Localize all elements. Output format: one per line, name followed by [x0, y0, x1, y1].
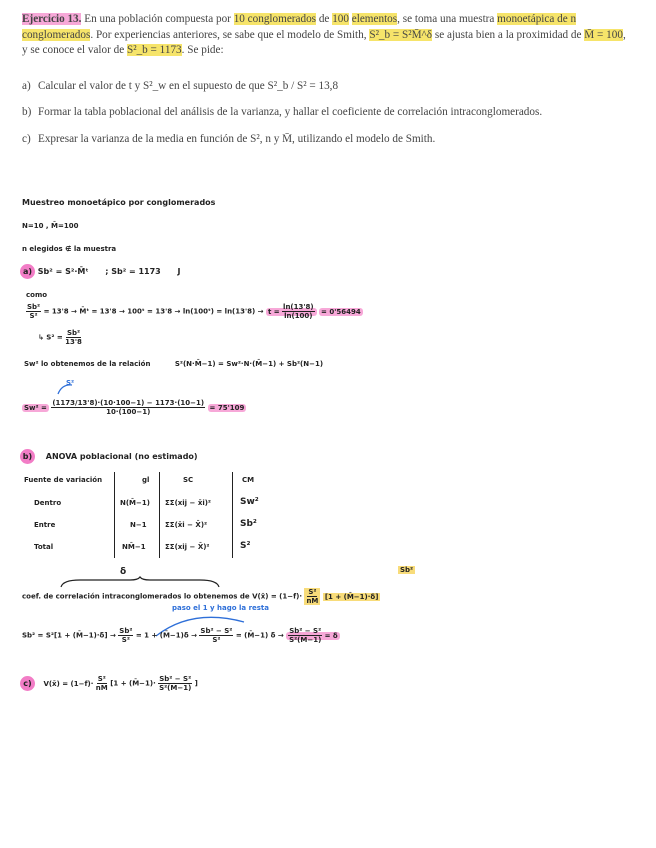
item-label: c)	[22, 132, 31, 145]
delta-equals: = δ	[324, 631, 338, 640]
sw-computation-row	[22, 399, 246, 416]
derivation-fraction	[199, 627, 233, 644]
list-item	[22, 79, 634, 95]
fraction-numerator: Sb² − S²	[200, 627, 233, 635]
table-cell: NM̄−1	[122, 543, 146, 551]
s2-annotation: S²	[66, 379, 75, 387]
table-cell: ΣΣ(xij − x̄i)²	[165, 499, 211, 507]
fraction-denominator: nM̄	[306, 597, 319, 605]
list-item	[22, 105, 634, 121]
coefficient-text: coef. de correlación intraconglomerados lo obtenemos de	[22, 592, 250, 601]
fraction-numerator: Sb² − S²	[289, 627, 322, 635]
part-a-row	[20, 264, 181, 279]
highlight-monoetapica: monoetápica de n conglomerados	[22, 13, 577, 41]
highlight-sb-value: S²_b = 1173	[127, 44, 182, 56]
item-list	[22, 79, 634, 148]
notes-params: N=10 , M̄=100	[22, 222, 79, 230]
derivation-step: = (M̄−1) δ →	[235, 631, 284, 640]
table-cell: ΣΣ(xij − X̄)²	[165, 543, 210, 551]
coefficient-row	[22, 588, 380, 605]
fraction-denominator: ln(100)	[284, 312, 313, 320]
como-label: como	[26, 291, 48, 299]
table-divider	[232, 472, 233, 558]
exercise-statement	[22, 12, 634, 158]
fraction-numerator: (1173/13'8)·(10·100−1) − 1173·(10−1)	[52, 399, 205, 407]
anova-title: ANOVA poblacional (no estimado)	[45, 452, 198, 461]
ratio-fraction	[26, 303, 41, 320]
text-fragment: se ajusta bien a la proximidad de	[432, 28, 585, 41]
c-bracket-close: ]	[194, 679, 198, 688]
t-fraction	[282, 303, 315, 320]
notes-heading: Muestreo monoetápico por conglomerados	[22, 198, 216, 207]
item-text: Expresar la varianza de la media en función de S², n y M̄, utilizando el modelo de Smith.	[38, 132, 436, 145]
table-cell: S²	[240, 541, 251, 551]
fraction-denominator: S²(M̄−1)	[159, 684, 192, 692]
derivation-step: Sb² = S²[1 + (M̄−1)·δ] →	[22, 631, 116, 640]
table-cell: Sw²	[240, 497, 259, 507]
t-label: t =	[267, 307, 280, 316]
table-cell: Sb²	[240, 519, 257, 529]
fraction-numerator: Sb²	[27, 303, 41, 311]
fraction-numerator: ln(13'8)	[283, 303, 314, 311]
blue-note: paso el 1 y hago la resta	[172, 604, 269, 612]
table-header-gl: gl	[142, 476, 150, 484]
part-a-label: a)	[20, 264, 35, 279]
s2-derivation	[38, 329, 82, 346]
delta-symbol: δ	[120, 567, 127, 577]
text-fragment: de	[316, 13, 333, 25]
c-bracket-open: [1 + (M̄−1)·	[110, 679, 156, 688]
sw-intro: Sw² lo obtenemos de la relación	[24, 360, 151, 368]
fraction-numerator: Sb²	[66, 329, 81, 337]
delta-derivation-row	[22, 627, 340, 644]
table-cell: Dentro	[34, 499, 62, 507]
sb-value: ; Sb² = 1173	[105, 267, 161, 276]
table-cell: ΣΣ(x̄i − X̄)²	[165, 521, 208, 529]
fraction-numerator: S²	[308, 588, 317, 596]
highlight-elementos: elementos	[351, 13, 398, 25]
sb2-note: Sb²	[400, 566, 414, 574]
fraction-numerator: Sb² − S²	[159, 675, 192, 683]
fraction-denominator: nM̄	[95, 684, 108, 692]
item-label: a)	[22, 79, 31, 92]
sw-label: Sw² =	[24, 403, 47, 412]
item-text: Calcular el valor de t y S²_w en el supuesto de que S²_b / S² = 13,8	[38, 79, 339, 92]
text-fragment: . Por experiencias anteriores, se sabe que el modelo de Smith,	[90, 28, 370, 41]
fraction-numerator: Sb²	[119, 627, 133, 635]
equation-chain: = 13'8 → M̄ᵗ = 13'8 → 100ᵗ = 13'8 → ln(100ᵗ) = ln(13'8) →	[43, 307, 264, 316]
fraction-denominator: 13'8	[65, 338, 82, 346]
item-label: b)	[22, 106, 32, 118]
t-formula	[266, 303, 317, 320]
delta-fraction	[288, 627, 322, 644]
text-fragment: , se toma una muestra	[397, 13, 498, 25]
fraction-denominator: S²(M̄−1)	[289, 636, 322, 644]
fraction-denominator: 10·(100−1)	[106, 408, 151, 416]
blue-arrow-icon	[56, 382, 76, 396]
derivation-step: = 1 + (M̄−1)δ →	[135, 631, 197, 640]
highlight-conglomerados: 10 conglomerados	[233, 13, 317, 25]
part-c-row	[20, 675, 198, 692]
sw-fraction	[51, 399, 205, 416]
sw-result: = 75'109	[209, 403, 245, 412]
highlight-smith-model: S²_b = S²M̄^δ	[369, 28, 433, 41]
table-cell: Total	[34, 543, 54, 551]
s2-fraction	[65, 329, 82, 346]
c-expression: V(x̄) = (1−f)·	[43, 679, 94, 688]
highlight-100: 100	[332, 13, 349, 25]
variance-bracket: [1 + (M̄−1)·δ]	[324, 592, 379, 601]
variance-fraction	[304, 588, 320, 605]
t-result: = 0'56494	[321, 307, 361, 316]
text-fragment: , y se conoce el valor de	[22, 28, 626, 56]
t-derivation-row	[26, 303, 363, 320]
table-header-sc: SC	[183, 476, 194, 484]
fraction-numerator: S²	[97, 675, 106, 683]
item-text: Formar la tabla poblacional del análisis de la varianza, y hallar el coeficiente de correlación intraconglomerados.	[38, 106, 543, 118]
text-fragment: En una población compuesta por	[84, 13, 234, 25]
table-cell: N(M̄−1)	[120, 499, 150, 507]
table-divider	[159, 472, 160, 558]
table-cell: N−1	[130, 521, 147, 529]
mark: J	[177, 267, 181, 276]
derivation-fraction	[118, 627, 133, 644]
fraction-denominator: S²	[121, 636, 130, 644]
c-fraction	[96, 675, 108, 692]
smith-equation: Sb² = S²·M̄ᵗ	[37, 267, 89, 276]
part-b-label: b)	[20, 449, 35, 464]
variance-relation: S²(N·M̄−1) = Sw²·N·(M̄−1) + Sb²(N−1)	[174, 360, 324, 368]
exercise-title: Ejercicio 13.	[22, 13, 82, 25]
delta-result	[286, 627, 340, 644]
sw-intro-row	[24, 360, 323, 368]
statement-paragraph	[22, 12, 634, 59]
notes-sample-note: n elegidos ∉ la muestra	[22, 245, 117, 253]
part-c-label: c)	[20, 676, 35, 691]
fraction-denominator: S²	[29, 312, 38, 320]
part-b-row	[20, 449, 198, 464]
fraction-denominator: S²	[212, 636, 221, 644]
table-cell: Entre	[34, 521, 56, 529]
variance-expression: V(x̄) = (1−f)·	[252, 592, 302, 601]
list-item	[22, 132, 634, 148]
table-header-cm: CM	[242, 476, 255, 484]
s2-label: ↳ S² =	[38, 333, 63, 342]
c-inner-fraction	[158, 675, 192, 692]
text-fragment: . Se pide:	[181, 44, 224, 56]
table-header-source: Fuente de variación	[24, 476, 103, 484]
highlight-m100: M̄ = 100	[584, 28, 623, 41]
sb2-annotation	[398, 566, 415, 574]
table-divider	[114, 472, 115, 558]
